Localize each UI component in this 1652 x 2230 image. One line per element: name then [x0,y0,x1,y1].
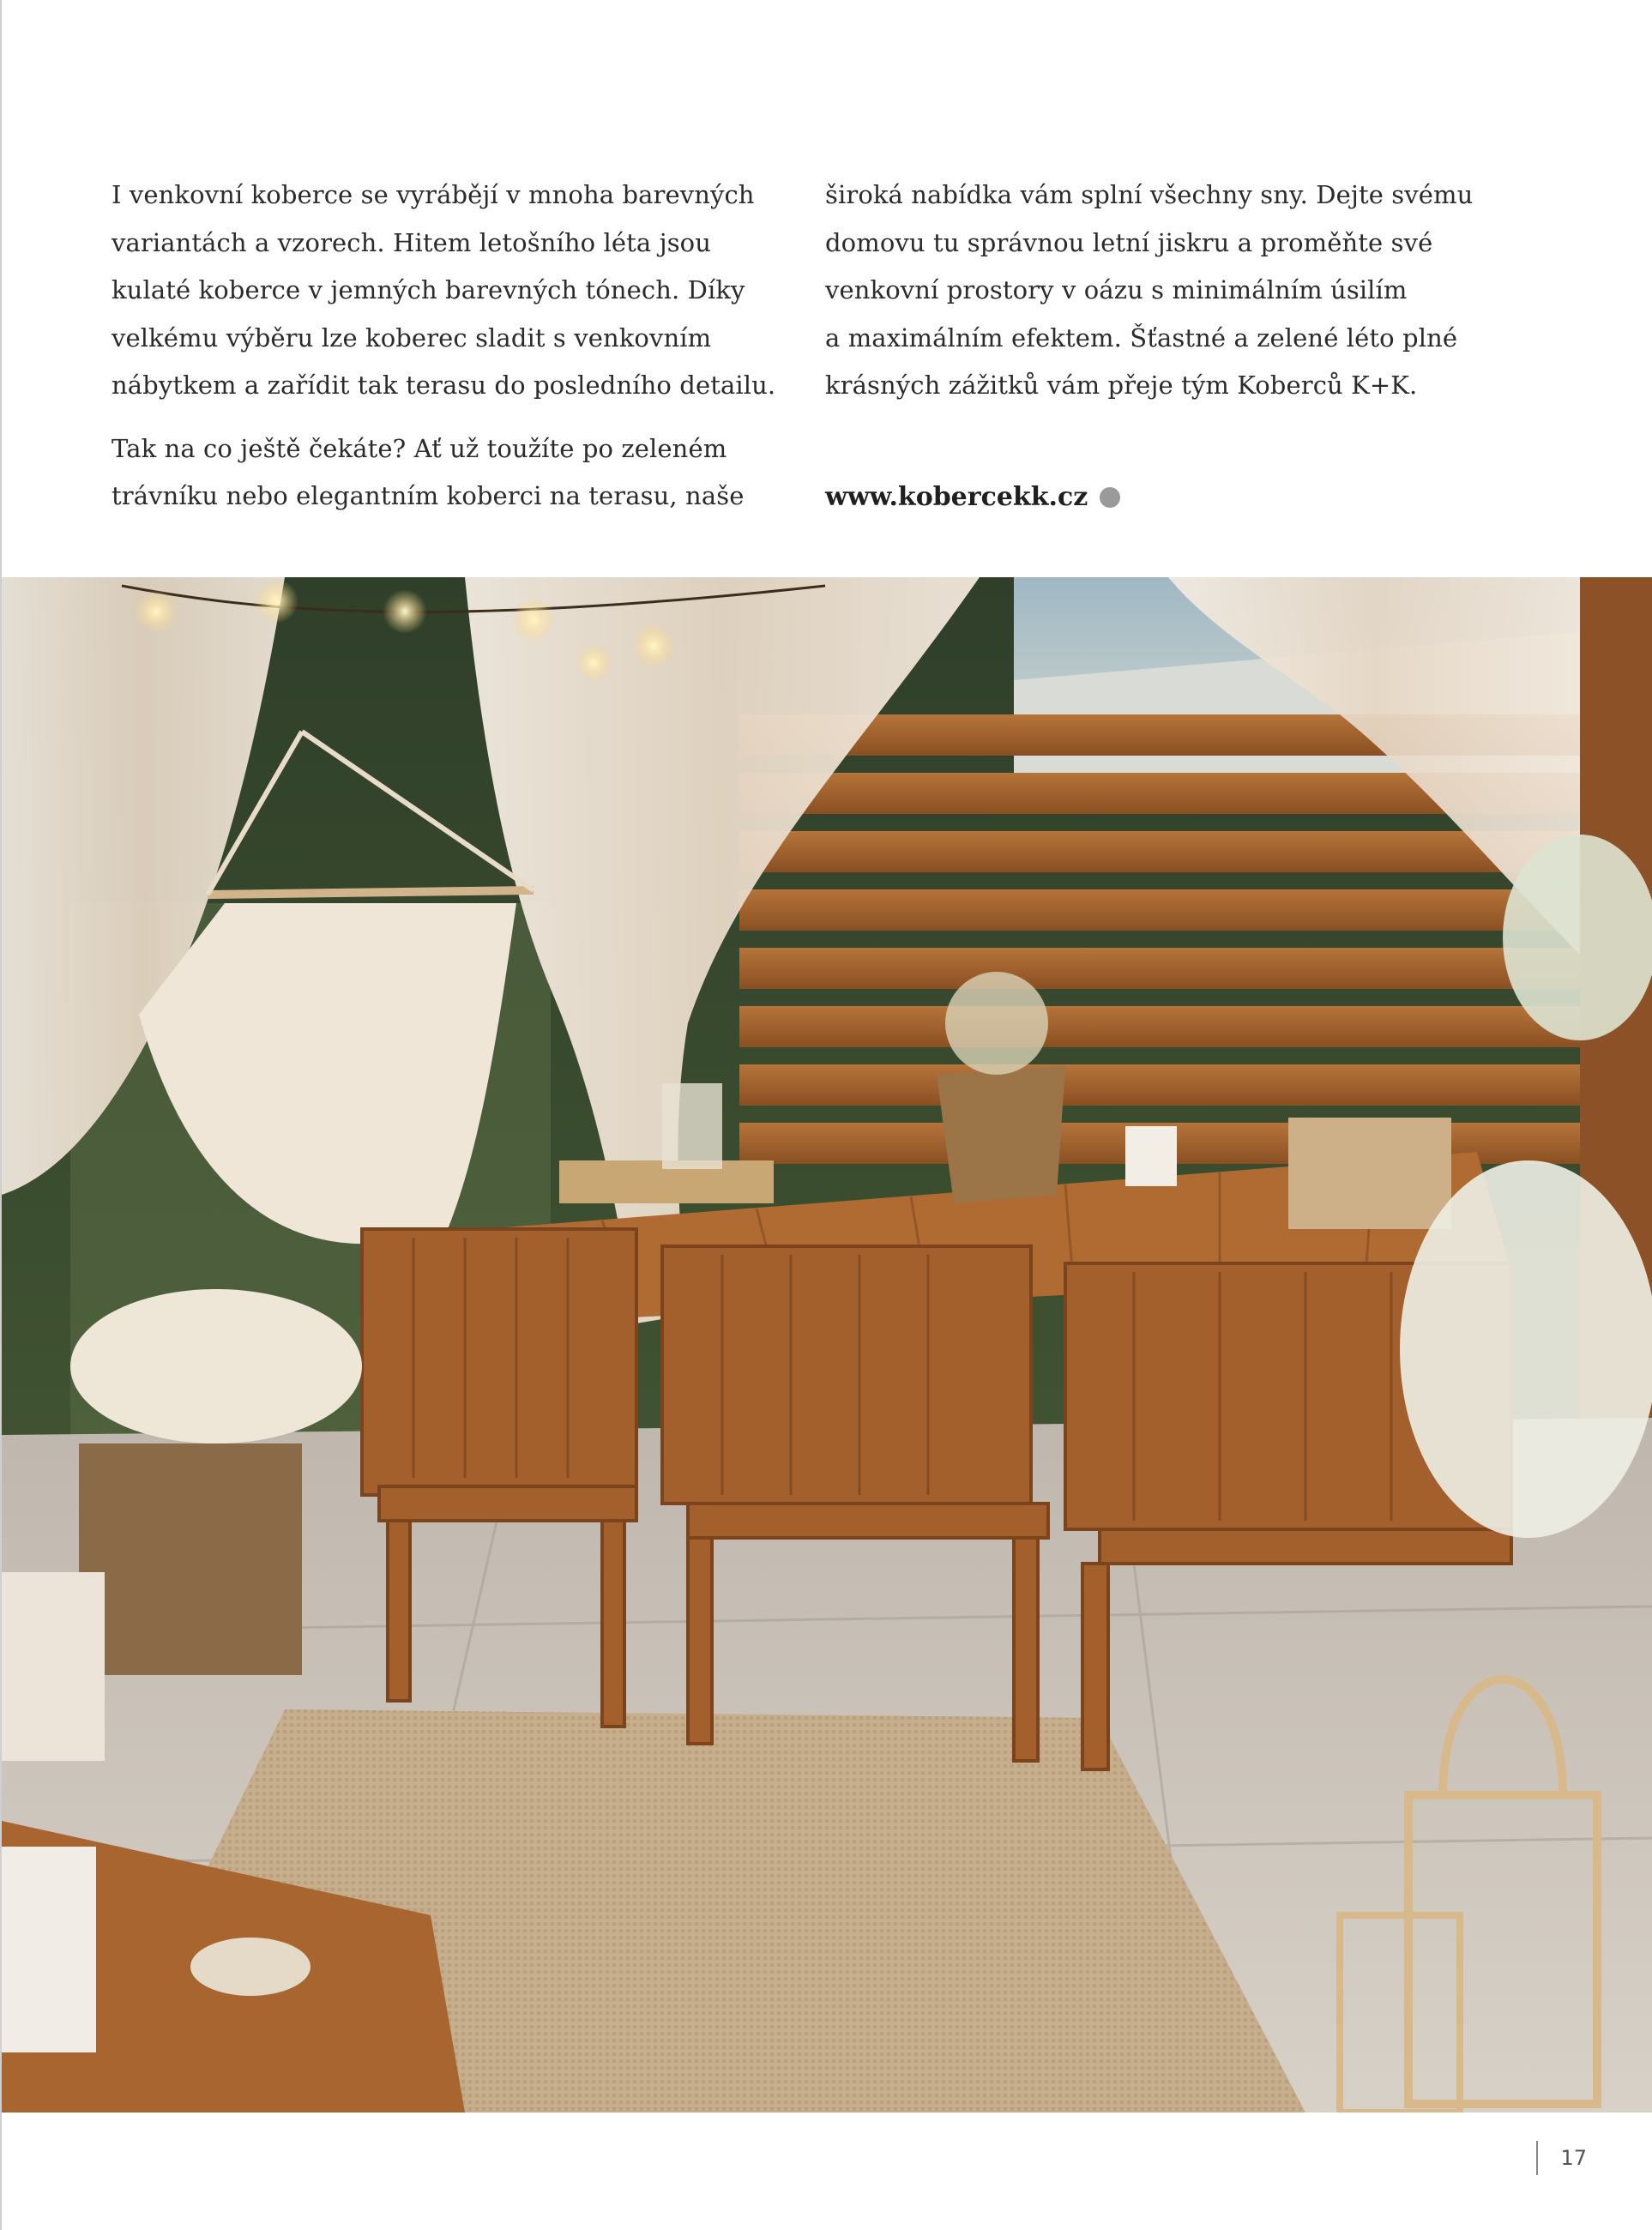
terrace-photo [2,577,1652,2112]
text-line: široká nabídka vám splní všechny sny. Dejte svému [825,180,1474,209]
paragraph [112,425,798,521]
text-line: domovu tu správnou letní jiskru a proměňte své [825,227,1433,257]
website-url[interactable]: www.kobercekk.cz [825,482,1088,512]
text-line: kulaté koberce v jemných barevných tónech. Díky [112,275,745,304]
text-line: I venkovní koberce se vyrábějí v mnoha barevných [112,180,755,209]
text-line: venkovní prostory v oázu s minimálním úsilím [825,275,1408,304]
website-link[interactable] [825,482,1120,512]
text-line: trávníku nebo elegantním koberci na terasu, naše [112,481,745,510]
page-folio [1536,2141,1587,2175]
folio-divider [1536,2141,1538,2175]
text-line: velkému výběru lze koberec sladit s venkovním [112,322,712,353]
text-line: nábytkem a zařídit tak terasu do posledního detailu. [112,371,776,400]
text-line: variantách a vzorech. Hitem letošního léta jsou [112,227,712,257]
text-line: a maximálním efektem. Šťastné a zelené léto plné [825,322,1458,353]
page-number: 17 [1560,2146,1587,2170]
text-line: Tak na co ještě čekáte? Ať už toužíte po zeleném [112,433,727,463]
paragraph [112,172,798,410]
article-right-column [825,172,1511,410]
paragraph [825,172,1511,410]
article-left-column [112,172,798,521]
text-line: krásných zážitků vám přeje tým Koberců K+K. [825,371,1418,400]
end-mark-dot-icon [1100,487,1120,508]
